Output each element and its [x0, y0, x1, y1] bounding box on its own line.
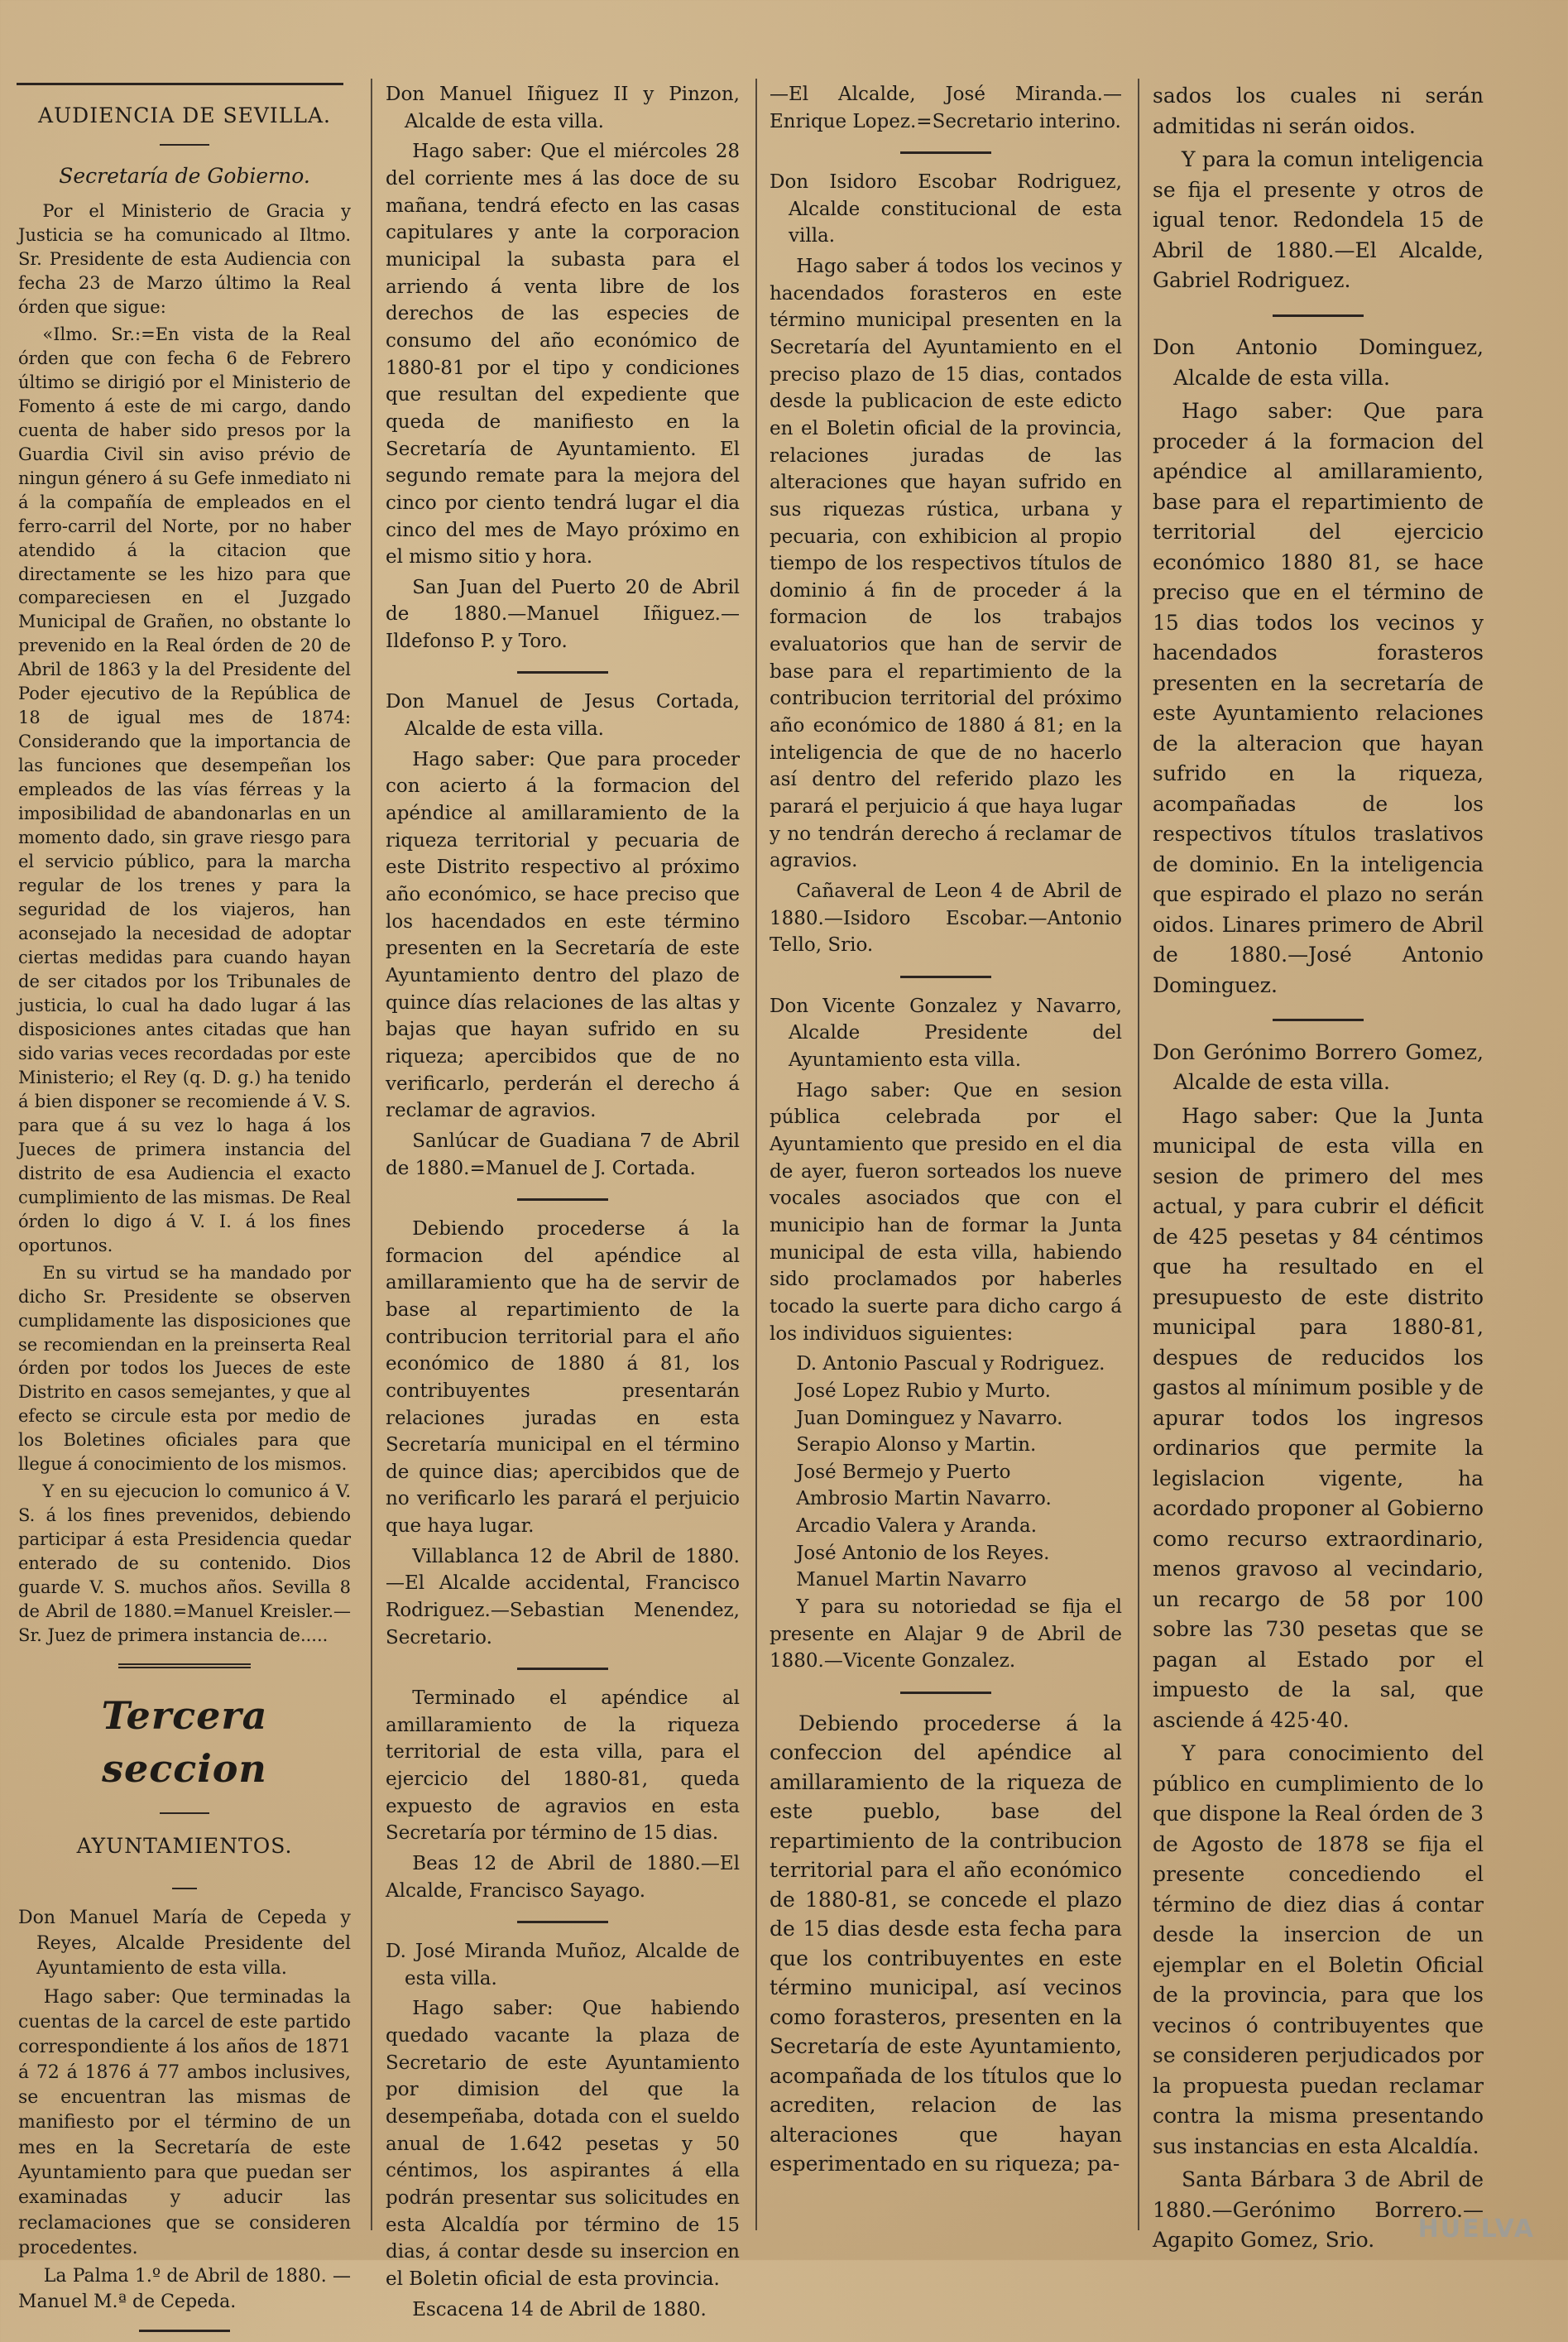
list-item: Ambrosio Martin Navarro.	[796, 1488, 1052, 1510]
notice-signature: San Juan del Puerto 20 de Abril de 1880.—Manuel Iñiguez.—Ildefonso P. y Toro.	[386, 576, 740, 653]
notice-heading: Don Vicente Gonzalez y Navarro, Alcalde Presidente del Ayuntamiento esta villa.	[770, 995, 1122, 1071]
notice-body: Hago saber: Que la Junta municipal de esta villa en sesion de primero del mes actual, y para cubrir el déficit de 425 pesetas y 84 céntimos que ha resultado en el presupuesto de este distrito municipal para 1880-81, despues de reducidos los gastos al mínimum posible y de apurar todos los ingresos ordinarios que permite la legislacion vigente, ha acordado proponer al Gobierno como recurso extraordinario, menos gravoso al vecindario, un recargo de 58 por 100 sobre las 730 pesetas que se pagan al Estado por el impuesto de la sal, que asciende á 425·40.	[1153, 1103, 1484, 1732]
top-rule	[17, 83, 343, 85]
notice-body: Hago saber: Que en sesion pública celebrada por el Ayuntamiento que presido en el dia de ayer, fueron sorteados los nueve vocales asociados que con el municipio han de formar la Junta municipal de esta villa, habiendo sido proclamados por haberles tocado la suerte para dicho cargo á los individuos siguientes:	[770, 1079, 1122, 1345]
notice-signature: La Palma 1.º de Abril de 1880. —Manuel M.ª de Cepeda.	[18, 2266, 351, 2312]
title-dash	[18, 1800, 351, 1824]
notice-signature: Cañaveral de Leon 4 de Abril de 1880.—Isidoro Escobar.—Antonio Tello, Srio.	[770, 881, 1122, 957]
notice-body: Debiendo procederse á la confeccion del apéndice al amillaramiento de la riqueza de este pueblo, base del repartimiento de la contribucion territorial para el año económico de 1880-81, se concede el plazo de 15 dias desde esta fecha para que los contribuyentes en este término municipal, así vecinos como forasteros, presenten en la Secretaría de este Ayuntamiento, acompañada de los títulos que lo acrediten, relacion de las alteraciones que hayan esperimentado en su riqueza; pa-	[770, 1711, 1122, 2176]
notice-body: Y para conocimiento del público en cumplimiento de lo que dispone la Real órden de 3 de Agosto de 1878 se fija el presente concediendo el término de diez dias á contar desde la insercion de un ejemplar en el Boletin Oficial de la provincia, para que los vecinos ó contribuyentes que se consideren perjudicados por la propuesta puedan reclamar contra la misma presentando sus instancias en esta Alcaldía.	[1153, 1741, 1484, 2158]
separator	[386, 1908, 740, 1935]
column-2	[386, 81, 740, 2320]
notice-signature: —El Alcalde, José Miranda.—Enrique Lopez.=Secretario interino.	[770, 84, 1122, 132]
notice-body: Hago saber: Que para proceder á la formacion del apéndice al amillaramiento, base para el repartimiento de territorial del ejercicio económico 1880 81, se hace preciso que en el término de 15 dias todos los vecinos y hacendados forasteros presenten en la secretaría de este Ayuntamiento relaciones de la alteracion que hayan sufrido en la riqueza, acompañadas de los respectivos títulos traslativos de dominio. En la inteligencia que espirado el plazo no serán oidos. Linares primero de Abril de 1880.—José Antonio Dominguez.	[1153, 399, 1484, 997]
separator	[18, 2318, 351, 2342]
list-item: Manuel Martin Navarro	[796, 1569, 1027, 1591]
notice-heading: D. José Miranda Muñoz, Alcalde de esta villa.	[386, 1940, 740, 1989]
notice-heading: Don Manuel de Jesus Cortada, Alcalde de esta villa.	[386, 691, 740, 741]
notice-signature: Villablanca 12 de Abril de 1880. —El Alcalde accidental, Francisco Rodriguez.—Sebastian Menendez, Secretario.	[386, 1545, 740, 1649]
notice-body: sados los cuales ni serán admitidas ni serán oidos.	[1153, 84, 1484, 138]
notice-body: Hago saber á todos los vecinos y hacendados forasteros en este término municipal presenten en la Secretaría del Ayuntamiento en el preciso plazo de 15 dias, contados desde la publicacion de este edicto en el Boletin oficial de la provincia, relaciones juradas de las alteraciones que hayan sufrido en sus riquezas rústica, urbana y pecuaria, con exhibicion al propio tiempo de los respectivos títulos de dominio á fin de proceder á la formacion de los trabajos evaluatorios que han de servir de base para el repartimiento de la contribucion territorial del próximo año económico de 1880 á 81; en la inteligencia de que de no hacerlo así dentro del referido plazo les parará el perjuicio á que haya lugar y no tendrán derecho á reclamar de agravios.	[770, 255, 1122, 872]
notice-body: Hago saber: Que habiendo quedado vacante la plaza de Secretario de este Ayuntamiento por dimision del que la desempeñaba, dotada con el sueldo anual de 1.642 pesetas y 50 céntimos, los aspirantes á ella podrán presentar sus solicitudes en esta Alcaldía por término de 15 dias, á contar desde su insercion en el Boletin oficial de esta provincia.	[386, 1998, 740, 2290]
section-title: Tercera seccion	[101, 1693, 268, 1791]
column-1	[18, 95, 352, 2312]
notice-heading: Don Isidoro Escobar Rodriguez, Alcalde constitucional de esta villa.	[770, 170, 1122, 247]
separator	[770, 962, 1122, 990]
header-dash	[18, 132, 351, 156]
section-subheader: Secretaría de Gobierno.	[59, 164, 310, 189]
paragraph: En su virtud se ha mandado por dicho Sr. Presidente se observen cumplidamente las disposiciones que se recomiendan en la preinserta Real órden por todos los Jueces de este Distrito en casos semejantes, y que al efecto se circule esta por medio de los Boletines oficiales para que llegue á conocimiento de los mismos.	[18, 1262, 352, 1475]
section-header: AUDIENCIA DE SEVILLA.	[38, 103, 331, 127]
notice-body: Y para la comun inteligencia se fija el presente y otros de igual tenor. Redondela 15 de Abril de 1880.—El Alcalde, Gabriel Rodriguez.	[1153, 147, 1484, 292]
separator	[386, 1654, 740, 1682]
notice-body: Terminado el apéndice al amillaramiento de la riqueza territorial de esta villa, para el ejercicio del 1880-81, queda expuesto de agravios en esta Secretaría por término de 15 dias.	[386, 1687, 740, 1845]
paragraph: Por el Ministerio de Gracia y Justicia se ha comunicado al Iltmo. Sr. Presidente de esta Audiencia con fecha 23 de Marzo último la Real órden que sigue:	[18, 200, 351, 317]
vocales-list	[770, 1351, 1122, 1594]
subtitle-dash	[18, 1875, 351, 1899]
separator	[386, 1185, 740, 1212]
list-item: José Bermejo y Puerto	[796, 1461, 1011, 1483]
archive-watermark: HUELVA	[1417, 2215, 1535, 2244]
ayuntamientos-header: AYUNTAMIENTOS.	[76, 1833, 293, 1858]
column-rule-2	[755, 79, 757, 2230]
notice-signature: Beas 12 de Abril de 1880.—El Alcalde, Francisco Sayago.	[386, 1853, 740, 1902]
notice-body: Debiendo procederse á la formacion del apéndice al amillaramiento que ha de servir de base al repartimiento de la contribucion territorial para el año económico de 1880 á 81, los contribuyentes presentarán relaciones juradas en esta Secretaría municipal en el término de quince dias; apercibidos que de no verificarlo les parará el perjuicio que haya lugar.	[386, 1217, 740, 1538]
notice-signature: Y para su notoriedad se fija el presente en Alajar 9 de Abril de 1880.—Vicente Gonzalez.	[770, 1596, 1122, 1673]
list-item: José Antonio de los Reyes.	[796, 1542, 1050, 1564]
list-item: Juan Dominguez y Navarro.	[796, 1407, 1063, 1429]
separator	[1153, 1004, 1484, 1034]
notice-heading: Don Manuel Iñiguez II y Pinzon, Alcalde de esta villa.	[386, 84, 740, 132]
notice-body: Hago saber: Que para proceder con acierto á la formacion del apéndice al amillaramiento de la riqueza territorial y pecuaria de este Distrito respectivo al próximo año económico, se hace preciso que los hacendados en este término presenten en la Secretaría de este Ayuntamiento dentro del plazo de quince días relaciones de las altas y bajas que hayan sufrido en su riqueza; apercibidos que de no verificarlo, perderán el derecho á reclamar de agravios.	[386, 748, 740, 1122]
notice-heading: Don Antonio Dominguez, Alcalde de esta villa.	[1153, 335, 1484, 390]
list-item: José Lopez Rubio y Murto.	[796, 1380, 1051, 1402]
notice-heading: Don Manuel María de Cepeda y Reyes, Alcalde Presidente del Ayuntamiento de esta villa.	[18, 1908, 351, 1980]
list-item: D. Antonio Pascual y Rodriguez.	[796, 1353, 1105, 1375]
separator	[770, 138, 1122, 166]
column-3	[770, 81, 1122, 2233]
notice-signature: Sanlúcar de Guadiana 7 de Abril de 1880.=Manuel de J. Cortada.	[386, 1130, 740, 1179]
notice-signature: Escacena 14 de Abril de 1880.	[412, 2298, 707, 2320]
notice-heading: Don Gerónimo Borrero Gomez, Alcalde de esta villa.	[1153, 1039, 1484, 1094]
paragraph: Y en su ejecucion lo comunico á V. S. á los fines prevenidos, debiendo participar á esta Presidencia quedar enterado de su contenido. Dios guarde V. S. muchos años. Sevilla 8 de Abril de 1880.=Manuel Kreisler.—Sr. Juez de primera instancia de.....	[18, 1481, 351, 1646]
list-item: Serapio Alonso y Martin.	[796, 1434, 1037, 1457]
notice-body: Hago saber: Que el miércoles 28 del corriente mes á las doce de su mañana, tendrá efecto en las casas capitulares y ante la corporacion municipal la subasta para el arriendo á venta libre de los derechos de las especies de consumo del año económico de 1880-81 por el tipo y condiciones que resultan del expediente que queda de manifiesto en la Secretaría de Ayuntamiento. El segundo remate para la mejora del cinco por ciento tendrá lugar el dia cinco del mes de Mayo próximo en el mismo sitio y hora.	[386, 141, 740, 569]
separator	[386, 659, 740, 686]
column-rule-1	[371, 79, 372, 2230]
list-item: Arcadio Valera y Aranda.	[796, 1515, 1038, 1538]
separator	[770, 1678, 1122, 1706]
notice-signature: Santa Bárbara 3 de Abril de 1880.—Gerónimo Borrero.—Agapito Gomez, Srio.	[1153, 2167, 1484, 2252]
separator	[18, 1651, 351, 1675]
paragraph: «Ilmo. Sr.:=En vista de la Real órden que con fecha 6 de Febrero último se dirigió por el Ministerio de Fomento á este de mi cargo, dando cuenta de haber sido presos por la Guardia Civil sin aviso prévio de ningun género á su Gefe inmediato ni á la compañía de empleados en el ferro-carril del Norte, por no haber atendido á la citacion que directamente se les hizo para que compareciesen en el Juzgado Municipal de Grañen, no obstante lo prevenido en la Real órden de 20 de Abril de 1863 y la del Presidente del Poder ejecutivo de la República de 18 de igual mes de 1874: Considerando que la importancia de las funciones que desempeñan los empleados de las vías férreas y la imposibilidad de abandonarlas en un momento dado, sin grave riesgo para el servicio público, para la marcha regular de los trenes y para la seguridad de los viajeros, han aconsejado la necesidad de adoptar ciertas medidas para cuando hayan de ser citados por los Tribunales de justicia, lo cual ha dado lugar á las disposiciones antes citadas que han sido varias veces recordadas por este Ministerio; el Rey (q. D. g.) ha tenido á bien disponer se recomiende á V. S. para que á su vez lo haga á los Jueces de primera instancia del distrito de esa Audiencia el exacto cumplimiento de las mismas. De Real órden lo digo á V. I. á los fines oportunos.	[18, 324, 351, 1255]
separator	[1153, 300, 1484, 330]
notice-body: Hago saber: Que terminadas la cuentas de la carcel de este partido correspondiente á los años de 1871 á 72 á 1876 á 77 ambos inclusives, se encuentran las mismas de manifiesto por el término de un mes en la Secretaría de este Ayuntamiento para que puedan ser examinadas y aducir las reclamaciones que se consideren procedentes.	[18, 1986, 351, 2259]
column-rule-3	[1138, 79, 1139, 2230]
